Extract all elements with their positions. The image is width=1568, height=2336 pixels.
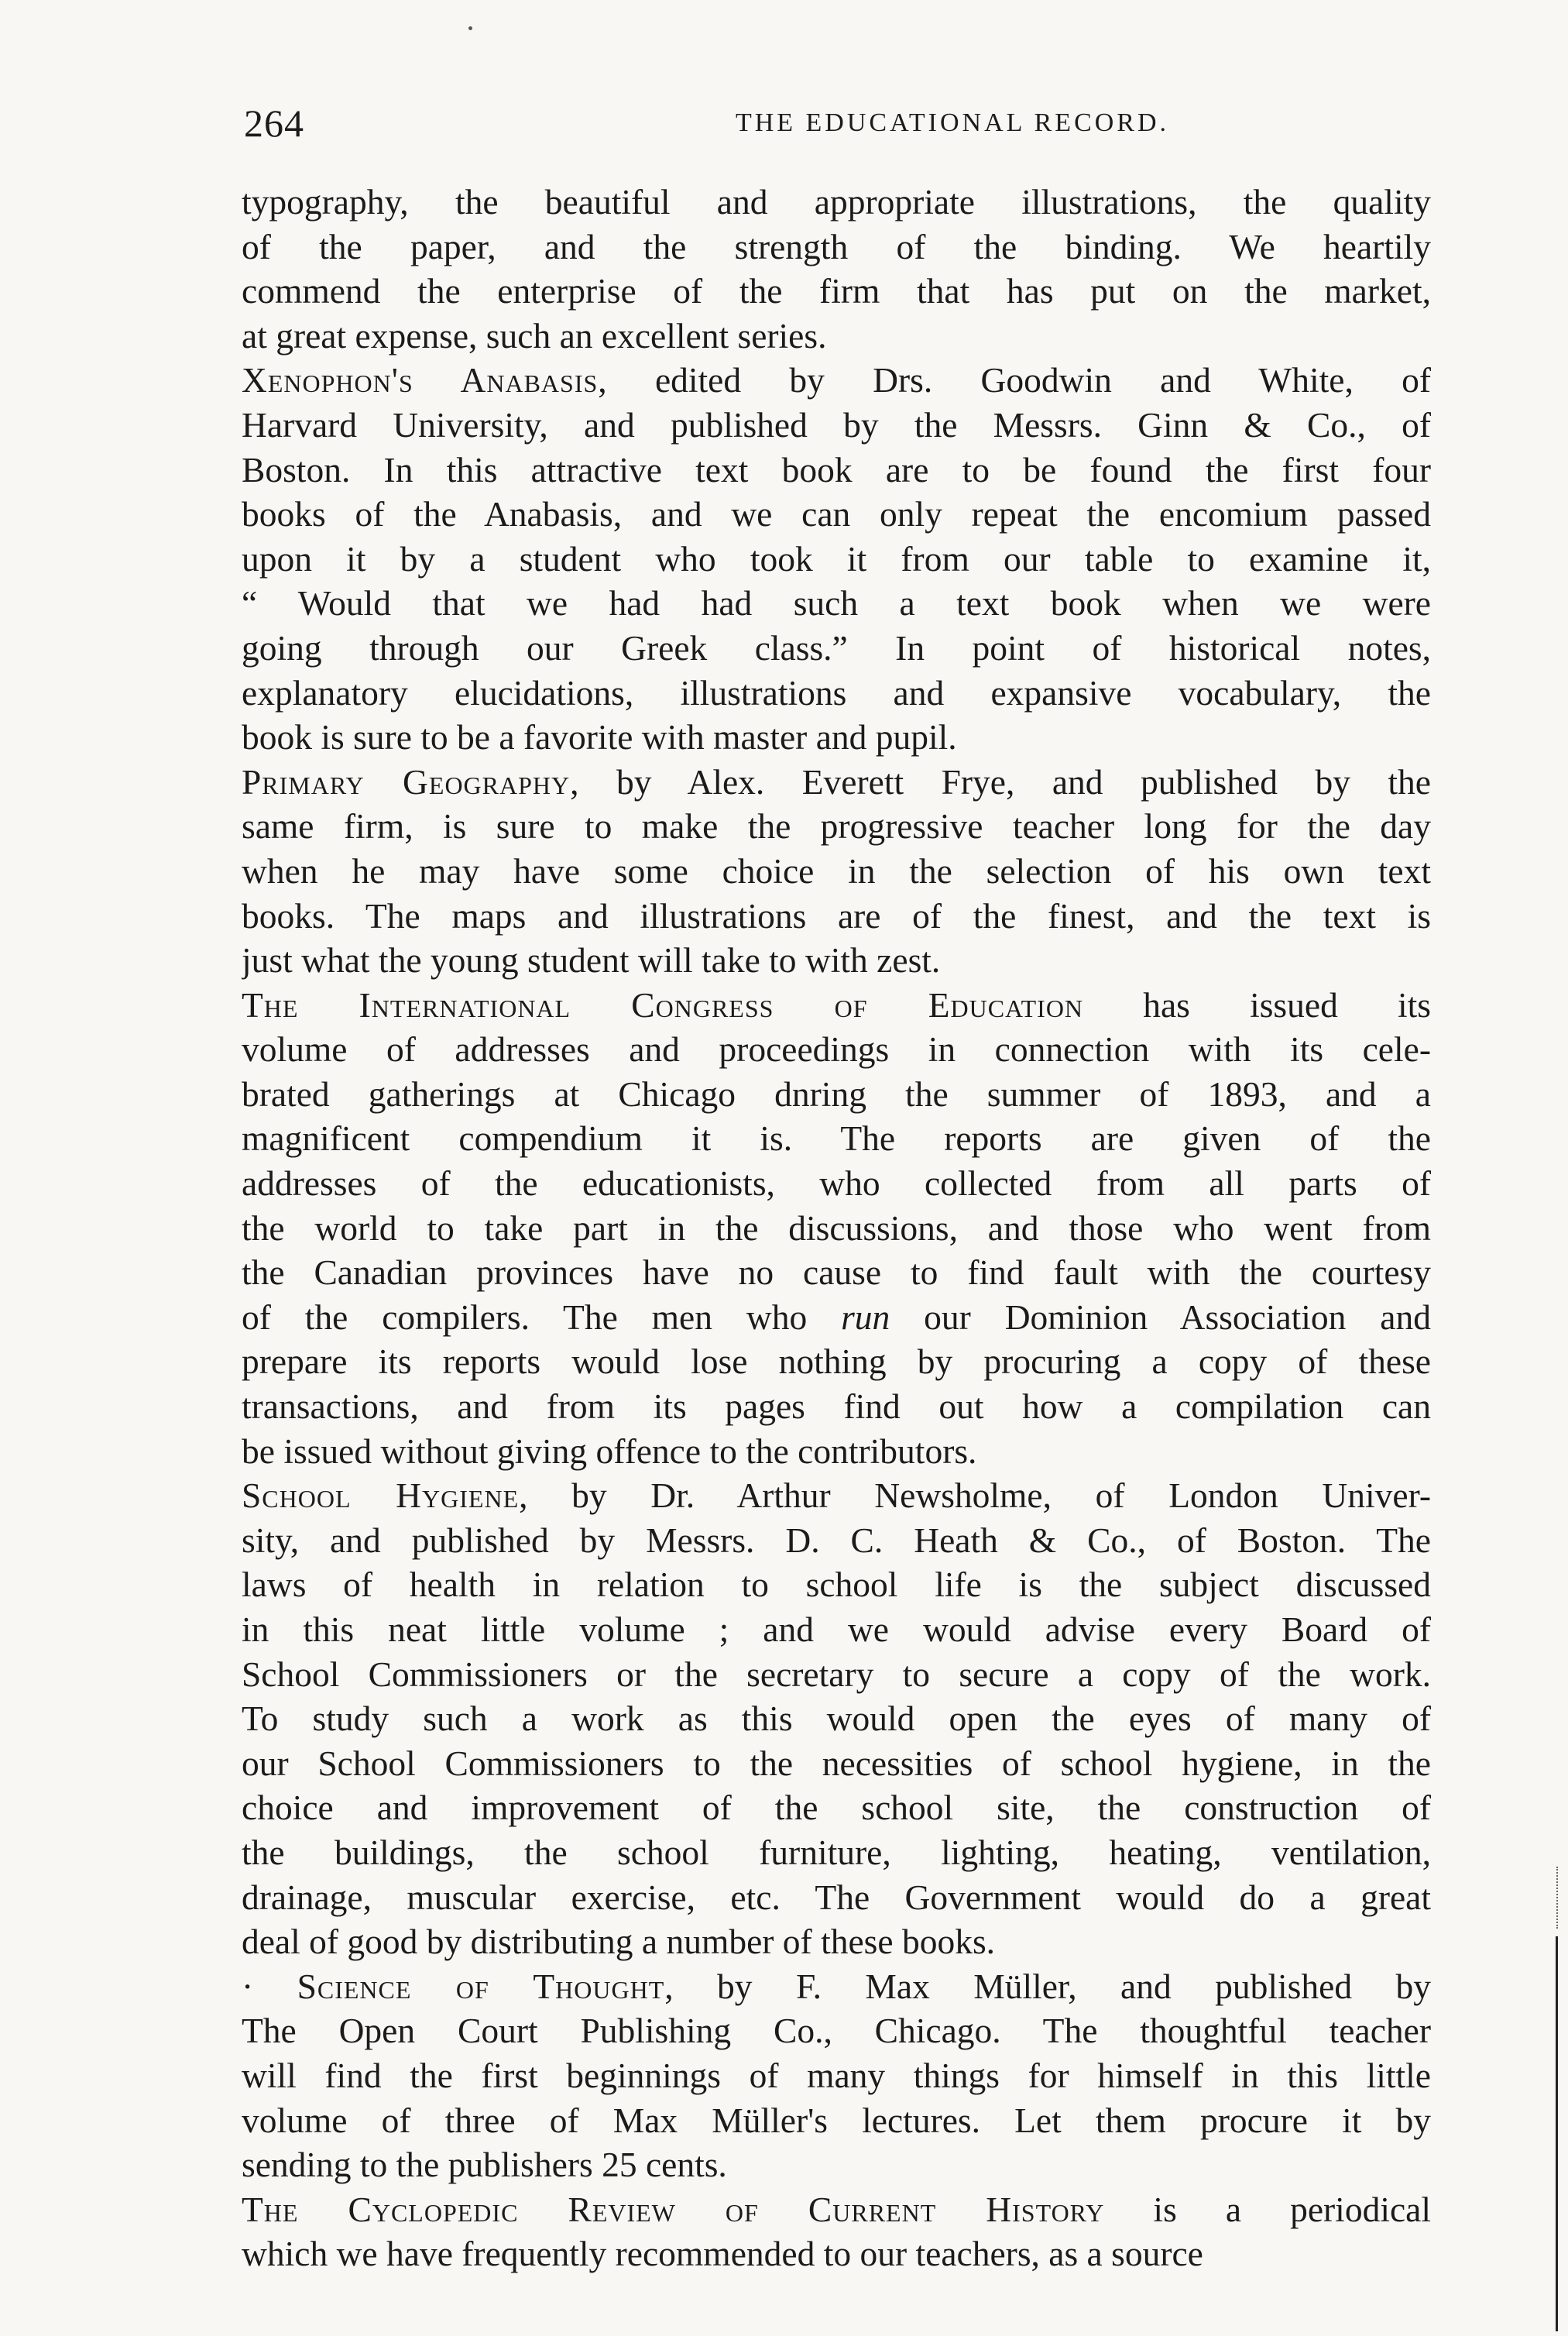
line-text: of the paper, and the strength of the binding. We heartily [242, 226, 1431, 266]
margin-rule [1556, 1936, 1558, 2331]
text-line [242, 715, 1431, 760]
text-line [242, 2231, 1431, 2276]
line-text: sity, and published by Messrs. D. C. Heath & Co., of Boston. The [242, 1520, 1431, 1560]
text-line [242, 2008, 1431, 2053]
text-line [242, 1607, 1431, 1652]
line-text: in this neat little volume ; and we would advise every Board of [242, 1609, 1431, 1649]
book-title: Science of Thought [297, 1966, 665, 2006]
text-line [242, 1696, 1431, 1741]
text-line [242, 1384, 1431, 1429]
text-line [242, 403, 1431, 448]
text-line [242, 804, 1431, 849]
line-text: our Dominion Association and [890, 1297, 1431, 1337]
line-text: typography, the beautiful and appropriate illustrations, the quality [242, 182, 1431, 222]
text-line [242, 1161, 1431, 1206]
line-text: School Commissioners or the secretary to secure a copy of the work. [242, 1654, 1431, 1694]
text-line [242, 2053, 1431, 2098]
text-line [242, 1964, 1431, 2009]
line-text: the buildings, the school furniture, lighting, heating, ventilation, [242, 1832, 1431, 1872]
body-text [242, 180, 1431, 2276]
text-line [242, 1562, 1431, 1607]
line-text: laws of health in relation to school life is the subject discussed [242, 1565, 1431, 1605]
line-text: books. The maps and illustrations are of the finest, and the text is [242, 895, 1431, 936]
line-text: going through our Greek class.” In point of historical notes, [242, 627, 1431, 668]
page-header [244, 96, 1429, 150]
line-text: just what the young student will take to with zest. [242, 940, 941, 981]
text-line [242, 626, 1431, 671]
line-text: magnificent compendium it is. The reports are given of the [242, 1118, 1431, 1159]
text-line [242, 1875, 1431, 1920]
line-text: books of the Anabasis, and we can only repeat the encomium passed [242, 494, 1431, 534]
text-line [242, 1027, 1431, 1072]
line-text: , by Alex. Everett Frye, and published by the [570, 761, 1431, 802]
line-text: has issued its [1083, 984, 1431, 1025]
line-text: will find the first beginnings of many things for himself in this little [242, 2055, 1431, 2095]
line-text: To study such a work as this would open the eyes of many of [242, 1699, 1431, 1739]
stray-mark [468, 26, 472, 30]
text-line [242, 537, 1431, 582]
line-text: drainage, muscular exercise, etc. The Government would do a great [242, 1877, 1431, 1917]
text-line [242, 1206, 1431, 1251]
text-line [242, 2098, 1431, 2143]
line-text: “ Would that we had had such a text book when we were [242, 583, 1431, 624]
book-title: The International Congress of Education [242, 984, 1084, 1025]
text-line [242, 492, 1431, 537]
text-line [242, 938, 1431, 983]
line-text: deal of good by distributing a number of these books. [242, 1922, 996, 1962]
line-text: The Open Court Publishing Co., Chicago. The thoughtful teacher [242, 2011, 1431, 2051]
text-line [242, 1830, 1431, 1875]
line-text: which we have frequently recommended to our teachers, as a source [242, 2234, 1203, 2274]
book-title: The Cyclopedic Review of Current History [242, 2189, 1105, 2229]
text-line [242, 1295, 1431, 1340]
text-line [242, 1339, 1431, 1384]
text-line [242, 760, 1431, 805]
line-text: volume of addresses and proceedings in connection with its cele- [242, 1029, 1431, 1070]
book-title: School Hygiene [242, 1475, 520, 1516]
line-text: choice and improvement of the school site, the construction of [242, 1788, 1431, 1828]
line-text: , by Dr. Arthur Newsholme, of London Univer- [519, 1475, 1431, 1516]
line-text: the Canadian provinces have no cause to find fault with the courtesy [242, 1252, 1431, 1293]
text-line [242, 2187, 1431, 2232]
line-text: is a periodical [1104, 2189, 1431, 2229]
text-line [242, 1250, 1431, 1295]
text-line [242, 180, 1431, 225]
text-line [242, 983, 1431, 1028]
running-head: THE EDUCATIONAL RECORD. [735, 108, 1170, 137]
text-line [242, 1785, 1431, 1830]
text-line [242, 448, 1431, 493]
line-text: commend the enterprise of the firm that has put on the market, [242, 271, 1431, 311]
italic-word: run [841, 1297, 890, 1337]
text-line [242, 671, 1431, 716]
line-text: , by F. Max Müller, and published by [664, 1966, 1431, 2006]
line-text: our School Commissioners to the necessities of school hygiene, in the [242, 1743, 1431, 1783]
text-line [242, 314, 1431, 359]
text-line [242, 358, 1431, 403]
line-text: same firm, is sure to make the progressive teacher long for the day [242, 806, 1431, 847]
text-line [242, 269, 1431, 314]
text-line [242, 1652, 1431, 1697]
line-text: book is sure to be a favorite with master and pupil. [242, 717, 957, 757]
text-line [242, 849, 1431, 894]
text-line [242, 225, 1431, 270]
text-line [242, 894, 1431, 939]
line-text: volume of three of Max Müller's lectures. Let them procure it by [242, 2100, 1431, 2140]
page-number: 264 [244, 101, 304, 145]
text-line [242, 2142, 1431, 2187]
text-line [242, 1741, 1431, 1786]
line-text: be issued without giving offence to the contributors. [242, 1431, 977, 1471]
text-line [242, 1518, 1431, 1563]
line-text: when he may have some choice in the selection of his own text [242, 850, 1431, 891]
line-text: Boston. In this attractive text book are to be found the first four [242, 449, 1431, 490]
line-text: brated gatherings at Chicago dnring the summer of 1893, and a [242, 1074, 1431, 1114]
line-text: explanatory elucidations, illustrations and expansive vocabulary, the [242, 672, 1431, 713]
line-prefix: · [242, 1966, 297, 2006]
book-title: Primary Geography [242, 761, 571, 802]
text-line [242, 1116, 1431, 1161]
text-line [242, 1072, 1431, 1117]
line-text: the world to take part in the discussions, and those who went from [242, 1208, 1431, 1248]
line-text: transactions, and from its pages find out how a compilation can [242, 1386, 1431, 1427]
line-text: prepare its reports would lose nothing by procuring a copy of these [242, 1341, 1431, 1382]
line-text: addresses of the educationists, who collected from all parts of [242, 1163, 1431, 1204]
line-text: sending to the publishers 25 cents. [242, 2145, 727, 2185]
margin-dots [1556, 1867, 1559, 1929]
line-text: upon it by a student who took it from our table to examine it, [242, 538, 1431, 579]
line-text: Harvard University, and published by the Messrs. Ginn & Co., of [242, 404, 1431, 445]
line-text: of the compilers. The men who [242, 1297, 842, 1337]
line-text: , edited by Drs. Goodwin and White, of [598, 360, 1431, 400]
text-line [242, 581, 1431, 626]
text-line [242, 1473, 1431, 1518]
line-text: at great expense, such an excellent series. [242, 315, 827, 356]
book-title: Xenophon's Anabasis [242, 360, 599, 400]
text-line [242, 1919, 1431, 1964]
text-line [242, 1429, 1431, 1474]
